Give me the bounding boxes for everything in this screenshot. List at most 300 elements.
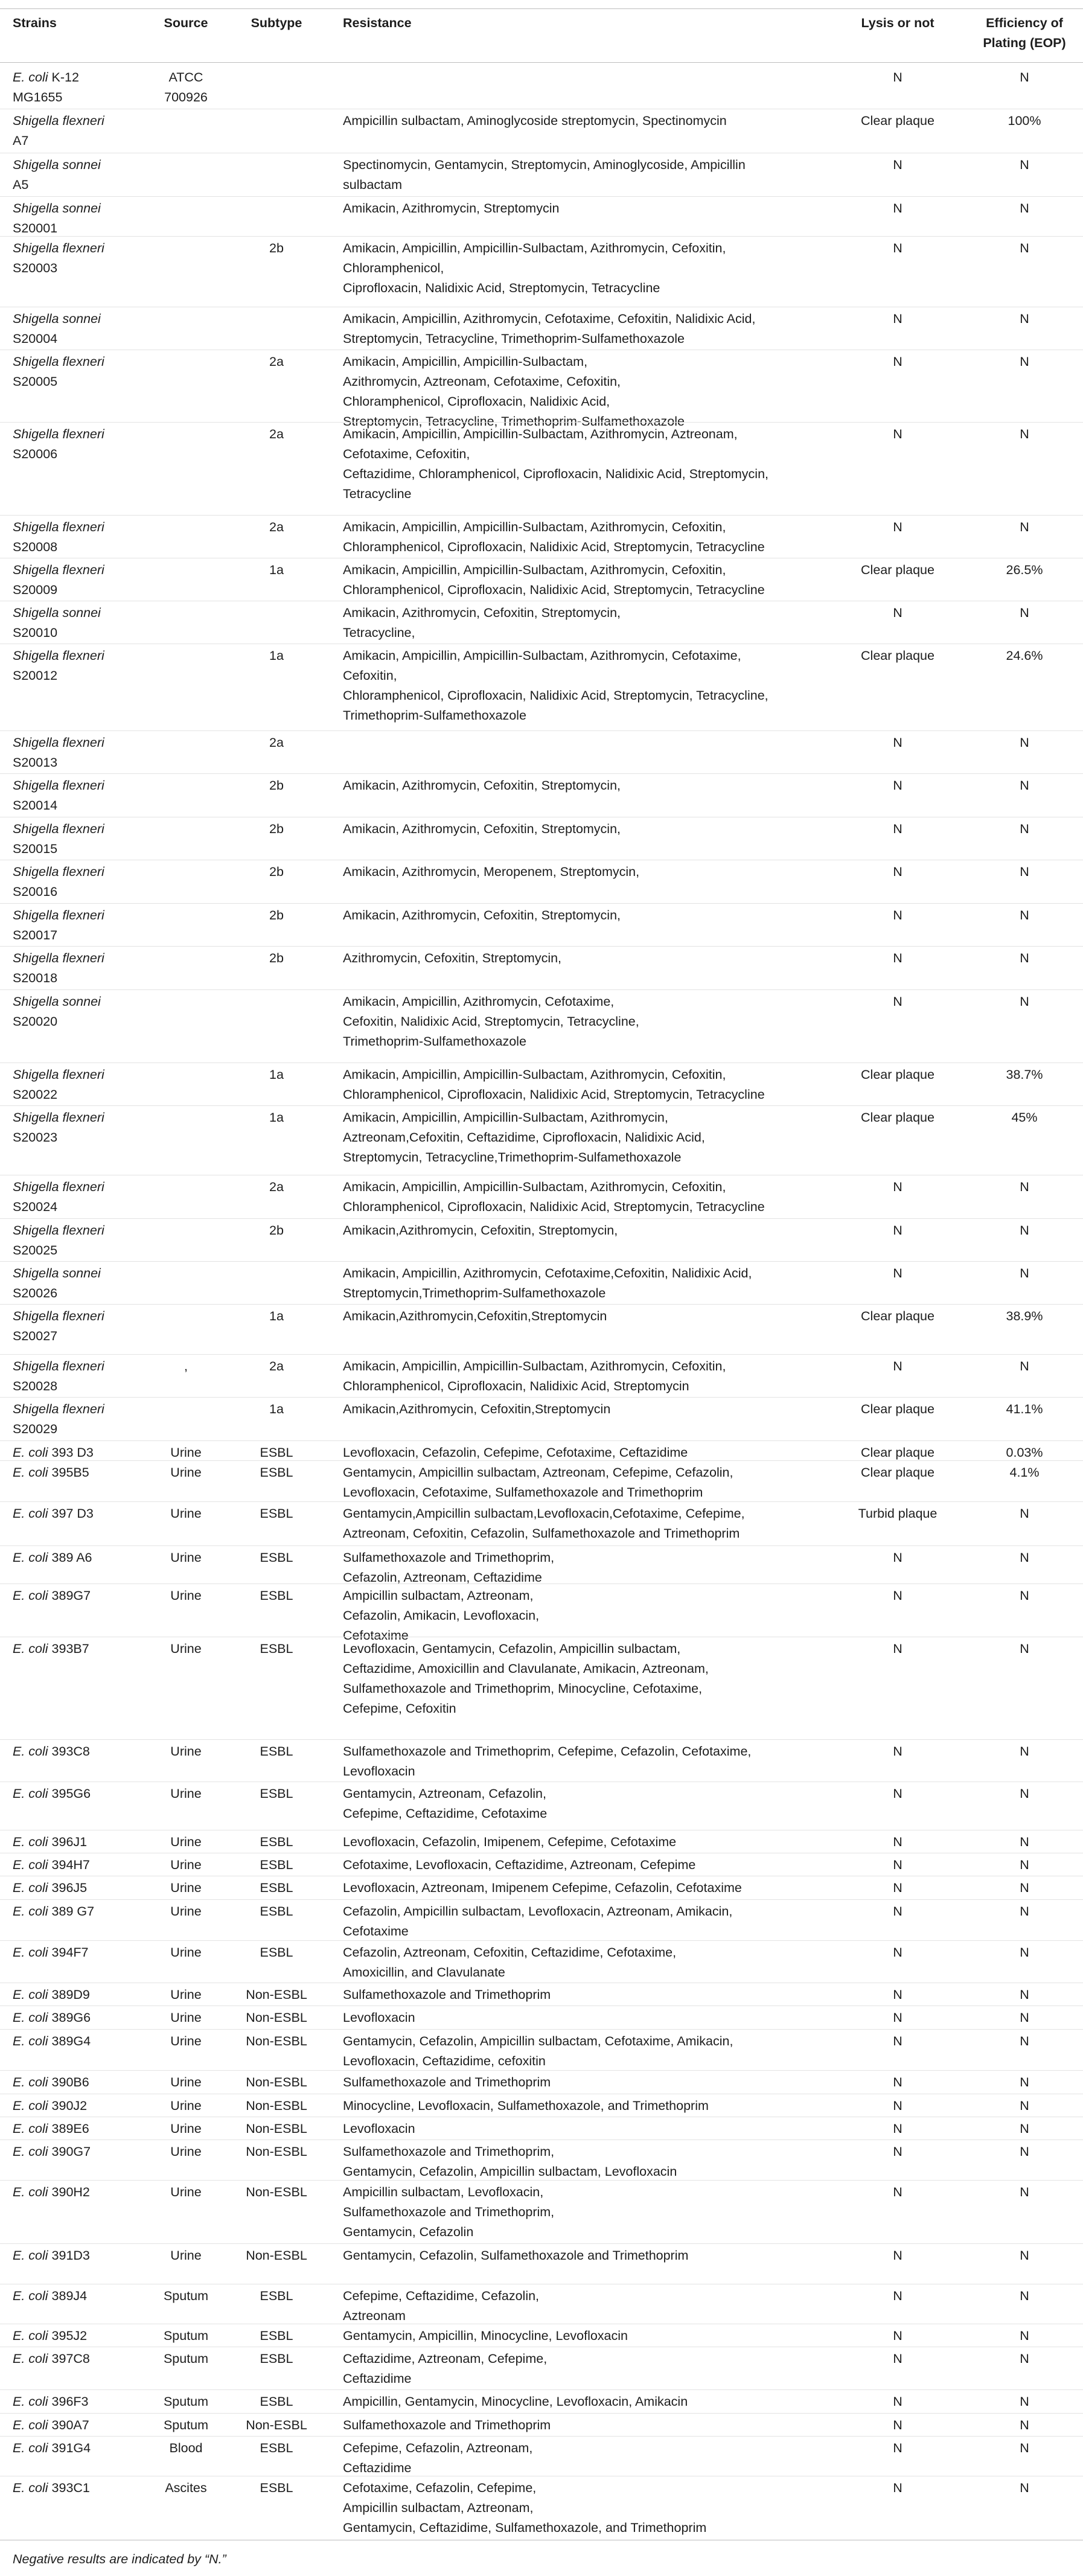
row-divider [0, 1545, 1083, 1546]
resistance-cell: Levofloxacin, Aztreonam, Imipenem Cefepime, Cefazolin, Cefotaxime [343, 1881, 742, 1895]
strain-genus: E. coli [13, 1588, 48, 1603]
resistance-cell: Amikacin, Ampicillin, Ampicillin-Sulbactam, Azithromycin, Cefoxitin, Chloramphenicol, Ciprofloxacin, Nalidixic Acid, Streptomycin, Tetracycline [343, 563, 765, 597]
eop-cell: N [1020, 2481, 1029, 2495]
lysis-cell: N [893, 427, 903, 441]
strain-genus: Shigella flexneri [13, 735, 104, 750]
strain-genus: Shigella sonnei [13, 606, 101, 620]
row-divider [0, 515, 1083, 516]
source-cell: Sputum [163, 2418, 209, 2432]
source-cell: Urine [170, 2098, 202, 2113]
strain-genus: Shigella flexneri [13, 951, 104, 965]
strain-id: S20018 [13, 971, 58, 985]
subtype-cell: ESBL [260, 1588, 293, 1603]
subtype-cell: 2b [269, 865, 284, 879]
strain-id: S20024 [13, 1200, 58, 1214]
strain-genus: Shigella flexneri [13, 1110, 104, 1125]
strain-cell [13, 352, 158, 392]
strain-id: 393C1 [48, 2481, 90, 2495]
strain-cell [13, 517, 158, 557]
strain-genus: Shigella flexneri [13, 563, 104, 577]
strain-cell [13, 1504, 158, 1524]
strain-id: S20029 [13, 1422, 58, 1436]
source-cell: Urine [170, 2248, 202, 2263]
strain-id: 391D3 [48, 2248, 90, 2263]
strain-cell [13, 2478, 158, 2498]
source-cell: Urine [170, 2010, 202, 2025]
resistance-cell: Amikacin, Ampicillin, Ampicillin-Sulbactam, Azithromycin, Cefoxitin, Chloramphenicol, Ciprofloxacin, Nalidixic Acid, Streptomycin, Tetracycline [343, 520, 765, 554]
strain-genus: Shigella sonnei [13, 1266, 101, 1280]
resistance-cell: Amikacin,Azithromycin, Cefoxitin, Streptomycin, [343, 1223, 618, 1238]
lysis-cell: N [893, 201, 903, 216]
lysis-cell: N [893, 908, 903, 922]
strain-id: 389G4 [48, 2034, 91, 2048]
subtype-cell: ESBL [260, 2289, 293, 2303]
subtype-cell: Non-ESBL [246, 2098, 307, 2113]
strain-genus: Shigella flexneri [13, 778, 104, 793]
row-divider [0, 2070, 1083, 2071]
resistance-cell: Amikacin, Ampicillin, Azithromycin, Cefotaxime, Cefoxitin, Nalidixic Acid, Streptomycin, Tetracycline, Trimethoprim-Sulfamethoxazole [343, 994, 639, 1049]
eop-cell: N [1020, 1835, 1029, 1849]
subtype-cell: 2a [269, 1180, 284, 1194]
lysis-cell: N [893, 1881, 903, 1895]
subtype-cell: ESBL [260, 1858, 293, 1872]
subtype-cell: 2b [269, 951, 284, 965]
strain-cell [13, 1108, 158, 1148]
strain-genus: E. coli [13, 2034, 48, 2048]
strain-genus: Shigella flexneri [13, 427, 104, 441]
eop-cell: N [1020, 520, 1029, 534]
source-cell: Ascites [165, 2481, 207, 2495]
source-cell: Urine [170, 1881, 202, 1895]
strain-cell [13, 1221, 158, 1261]
lysis-cell: N [893, 2034, 903, 2048]
source-cell: ATCC 700926 [164, 70, 208, 104]
strain-cell [13, 1065, 158, 1105]
subtype-cell: ESBL [260, 1550, 293, 1565]
eop-cell: 38.9% [1006, 1309, 1043, 1323]
strain-id: S20015 [13, 842, 58, 856]
subtype-cell: 2b [269, 822, 284, 836]
eop-cell: N [1020, 70, 1029, 85]
strain-cell [13, 819, 158, 859]
lysis-cell: Clear plaque [861, 1309, 934, 1323]
row-divider [0, 1218, 1083, 1219]
resistance-cell: Levofloxacin, Gentamycin, Cefazolin, Ampicillin sulbactam, Ceftazidime, Amoxicillin and Clavulanate, Amikacin, Aztreonam, Sulfamethoxazole and Trimethoprim, Minocycline, Cefotaxime, Cefepime, Cefoxitin [343, 1641, 709, 1716]
row-divider [0, 1940, 1083, 1941]
strain-genus: E. coli [13, 1945, 48, 1960]
strain-genus: E. coli [13, 1465, 48, 1480]
source-cell: Urine [170, 2075, 202, 2089]
strain-genus: E. coli [13, 2121, 48, 2136]
row-divider [0, 946, 1083, 947]
strain-id: S20006 [13, 447, 58, 461]
strain-genus: Shigella flexneri [13, 354, 104, 369]
strain-id: S20017 [13, 928, 58, 942]
strain-genus: E. coli [13, 1904, 48, 1919]
strain-cell [13, 948, 158, 988]
subtype-cell: ESBL [260, 2481, 293, 2495]
strain-id: K-12 MG1655 [13, 70, 79, 104]
strain-cell [13, 1742, 158, 1762]
eop-cell: 45% [1011, 1110, 1038, 1125]
lysis-cell: N [893, 1835, 903, 1849]
resistance-cell: Amikacin,Azithromycin, Cefoxitin,Streptomycin [343, 1402, 611, 1416]
strain-id: S20016 [13, 884, 58, 899]
strain-cell [13, 2142, 158, 2162]
lysis-cell: Clear plaque [861, 1067, 934, 1082]
eop-cell: N [1020, 865, 1029, 879]
lysis-cell: N [893, 1180, 903, 1194]
row-divider [0, 989, 1083, 990]
resistance-cell: Amikacin, Ampicillin, Ampicillin-Sulbactam, Azithromycin, Cefoxitin, Chloramphenicol, Ciprofloxacin, Nalidixic Acid, Streptomycin, Tetracycline [343, 241, 726, 295]
source-cell: , [184, 1359, 188, 1373]
lysis-cell: N [893, 994, 903, 1009]
strain-id: S20028 [13, 1379, 58, 1393]
strain-cell [13, 733, 158, 773]
eop-cell: N [1020, 1359, 1029, 1373]
row-divider [0, 196, 1083, 197]
subtype-cell: ESBL [260, 1835, 293, 1849]
resistance-cell: Sulfamethoxazole and Trimethoprim, Cefepime, Cefazolin, Cefotaxime, Levofloxacin [343, 1744, 752, 1779]
strain-cell [13, 2073, 158, 2092]
lysis-cell: N [893, 241, 903, 255]
row-divider [0, 1304, 1083, 1305]
lysis-cell: N [893, 778, 903, 793]
row-divider [0, 2436, 1083, 2437]
eop-cell: N [1020, 1786, 1029, 1801]
strain-id: 389 A6 [48, 1550, 92, 1565]
resistance-cell: Spectinomycin, Gentamycin, Streptomycin, Aminoglycoside, Ampicillin sulbactam [343, 158, 746, 192]
lysis-cell: N [893, 951, 903, 965]
strain-genus: E. coli [13, 1786, 48, 1801]
resistance-cell: Sulfamethoxazole and Trimethoprim [343, 1987, 551, 2002]
eop-cell: N [1020, 1588, 1029, 1603]
strain-genus: Shigella flexneri [13, 1180, 104, 1194]
lysis-cell: N [893, 2481, 903, 2495]
strain-genus: Shigella flexneri [13, 1223, 104, 1238]
eop-cell: 0.03% [1006, 1445, 1043, 1460]
eop-cell: 38.7% [1006, 1067, 1043, 1082]
strain-cell [13, 603, 158, 643]
lysis-cell: N [893, 1904, 903, 1919]
subtype-cell: ESBL [260, 1744, 293, 1759]
strain-id: 390H2 [48, 2185, 90, 2199]
lysis-cell: N [893, 735, 903, 750]
eop-cell: N [1020, 778, 1029, 793]
resistance-cell: Gentamycin, Ampicillin, Minocycline, Levofloxacin [343, 2328, 628, 2343]
strain-genus: E. coli [13, 1506, 48, 1521]
eop-cell: N [1020, 2034, 1029, 2048]
eop-cell: N [1020, 2075, 1029, 2089]
lysis-cell: N [893, 70, 903, 85]
source-cell: Urine [170, 1744, 202, 1759]
resistance-cell: Ampicillin sulbactam, Aminoglycoside streptomycin, Spectinomycin [343, 113, 727, 128]
strain-id: S20012 [13, 668, 58, 683]
subtype-cell: 1a [269, 1110, 284, 1125]
strain-id: 389E6 [48, 2121, 89, 2136]
eop-cell: N [1020, 2394, 1029, 2409]
strain-id: A5 [13, 177, 29, 192]
eop-cell: 26.5% [1006, 563, 1043, 577]
strain-cell [13, 309, 158, 349]
subtype-cell: Non-ESBL [246, 2185, 307, 2199]
eop-cell: N [1020, 2185, 1029, 2199]
row-divider [0, 1397, 1083, 1398]
subtype-cell: Non-ESBL [246, 2418, 307, 2432]
eop-cell: N [1020, 2144, 1029, 2159]
subtype-cell: 1a [269, 1402, 284, 1416]
row-divider [0, 2389, 1083, 2390]
lysis-cell: N [893, 1744, 903, 1759]
eop-cell: N [1020, 951, 1029, 965]
strain-cell [13, 199, 158, 238]
lysis-cell: N [893, 2351, 903, 2366]
row-divider [0, 2180, 1083, 2181]
subtype-cell: ESBL [260, 1445, 293, 1460]
strain-cell [13, 646, 158, 686]
lysis-cell: N [893, 312, 903, 326]
eop-cell: N [1020, 2441, 1029, 2455]
resistance-cell: Amikacin, Azithromycin, Streptomycin [343, 201, 560, 216]
eop-cell: N [1020, 2328, 1029, 2343]
row-divider [0, 1261, 1083, 1262]
lysis-cell: N [893, 2075, 903, 2089]
strain-id: S20008 [13, 540, 58, 554]
row-divider [0, 730, 1083, 731]
eop-cell: N [1020, 822, 1029, 836]
strain-genus: E. coli [13, 2481, 48, 2495]
subtype-cell: ESBL [260, 2351, 293, 2366]
row-divider [0, 773, 1083, 774]
resistance-cell: Cefepime, Ceftazidime, Cefazolin, Aztreonam [343, 2289, 540, 2323]
resistance-cell: Minocycline, Levofloxacin, Sulfamethoxazole, and Trimethoprim [343, 2098, 709, 2113]
resistance-cell: Ceftazidime, Aztreonam, Cefepime, Ceftazidime [343, 2351, 548, 2386]
lysis-cell: Clear plaque [861, 1110, 934, 1125]
strain-cell [13, 560, 158, 600]
eop-cell: N [1020, 2289, 1029, 2303]
eop-cell: 100% [1008, 113, 1041, 128]
lysis-cell: N [893, 2144, 903, 2159]
strain-genus: Shigella flexneri [13, 241, 104, 255]
strain-id: 390J2 [48, 2098, 88, 2113]
strain-cell [13, 155, 158, 195]
eop-cell: N [1020, 735, 1029, 750]
strain-genus: E. coli [13, 70, 48, 85]
subtype-cell: ESBL [260, 1641, 293, 1656]
strain-genus: E. coli [13, 2144, 48, 2159]
resistance-cell: Amikacin, Ampicillin, Ampicillin-Sulbactam, Azithromycin, Cefoxitin, Chloramphenicol, Ciprofloxacin, Nalidixic Acid, Streptomycin, Tetracycline [343, 1180, 765, 1214]
subtype-cell: 2a [269, 1359, 284, 1373]
strain-cell [13, 1399, 158, 1439]
lysis-cell: N [893, 1588, 903, 1603]
row-divider [0, 2029, 1083, 2030]
resistance-cell: Amikacin, Azithromycin, Cefoxitin, Streptomycin, [343, 908, 621, 922]
strain-id: S20022 [13, 1087, 58, 1102]
resistance-cell: Cefazolin, Aztreonam, Cefoxitin, Ceftazidime, Cefotaxime, Amoxicillin, and Clavulanate [343, 1945, 677, 1980]
subtype-cell: ESBL [260, 1506, 293, 1521]
lysis-cell: N [893, 822, 903, 836]
strain-id: S20014 [13, 798, 58, 813]
strain-genus: E. coli [13, 2075, 48, 2089]
strain-genus: E. coli [13, 1445, 48, 1460]
strain-id: A7 [13, 133, 29, 148]
strain-genus: E. coli [13, 1550, 48, 1565]
subtype-cell: 2a [269, 354, 284, 369]
strain-id: S20009 [13, 583, 58, 597]
subtype-cell: Non-ESBL [246, 2075, 307, 2089]
lysis-cell: Clear plaque [861, 1445, 934, 1460]
strain-cell [13, 1985, 158, 2005]
source-cell: Blood [169, 2441, 203, 2455]
subtype-cell: 1a [269, 648, 284, 663]
row-divider [0, 1440, 1083, 1441]
strain-id: 397C8 [48, 2351, 90, 2366]
strain-genus: E. coli [13, 2394, 48, 2409]
strain-genus: E. coli [13, 2248, 48, 2263]
strain-genus: Shigella flexneri [13, 648, 104, 663]
subtype-cell: Non-ESBL [246, 2248, 307, 2263]
resistance-cell: Levofloxacin [343, 2121, 415, 2136]
lysis-cell: N [893, 1266, 903, 1280]
eop-cell: N [1020, 1858, 1029, 1872]
row-divider [0, 1899, 1083, 1900]
subtype-cell: Non-ESBL [246, 2034, 307, 2048]
lysis-cell: Clear plaque [861, 1465, 934, 1480]
resistance-cell: Amikacin, Ampicillin, Ampicillin-Sulbactam, Azithromycin, Cefoxitin, Chloramphenicol, Ciprofloxacin, Nalidixic Acid, Streptomycin, Tetracycline [343, 1067, 765, 1102]
eop-cell: N [1020, 354, 1029, 369]
resistance-cell: Cefazolin, Ampicillin sulbactam, Levofloxacin, Aztreonam, Amikacin, Cefotaxime [343, 1904, 733, 1938]
eop-cell: N [1020, 312, 1029, 326]
row-divider [0, 2413, 1083, 2414]
eop-cell: N [1020, 2248, 1029, 2263]
strain-cell [13, 1943, 158, 1963]
eop-cell: N [1020, 1987, 1029, 2002]
lysis-cell: N [893, 2441, 903, 2455]
eop-cell: N [1020, 241, 1029, 255]
strain-cell [13, 68, 158, 107]
strain-genus: E. coli [13, 1881, 48, 1895]
strain-id: 394H7 [48, 1858, 90, 1872]
strain-cell [13, 1264, 158, 1303]
source-cell: Urine [170, 1904, 202, 1919]
lysis-cell: N [893, 1641, 903, 1656]
lysis-cell: Clear plaque [861, 113, 934, 128]
strain-id: 389 G7 [48, 1904, 95, 1919]
lysis-cell: N [893, 2010, 903, 2025]
eop-cell: N [1020, 1744, 1029, 1759]
subtype-cell: ESBL [260, 1881, 293, 1895]
strain-cell [13, 1902, 158, 1922]
strain-genus: Shigella flexneri [13, 1402, 104, 1416]
source-cell: Sputum [163, 2351, 209, 2366]
strain-id: 391G4 [48, 2441, 91, 2455]
strain-cell [13, 1357, 158, 1396]
strain-id: 396J1 [48, 1835, 88, 1849]
strain-cell [13, 2031, 158, 2051]
resistance-cell: Amikacin, Azithromycin, Meropenem, Streptomycin, [343, 865, 640, 879]
eop-cell: N [1020, 1550, 1029, 1565]
strain-id: 397 D3 [48, 1506, 94, 1521]
resistance-cell: Gentamycin, Aztreonam, Cefazolin, Cefepime, Ceftazidime, Cefotaxime [343, 1786, 548, 1821]
eop-cell: N [1020, 1904, 1029, 1919]
subtype-cell: Non-ESBL [246, 2010, 307, 2025]
header-subtype: Subtype [251, 16, 302, 30]
header-strains: Strains [13, 16, 57, 30]
resistance-cell: Cefepime, Cefazolin, Aztreonam, Ceftazidime [343, 2441, 533, 2475]
resistance-cell: Gentamycin, Ampicillin sulbactam, Aztreonam, Cefepime, Cefazolin, Levofloxacin, Cefotaxime, Sulfamethoxazole and Trimethoprim [343, 1465, 733, 1500]
source-cell: Urine [170, 1945, 202, 1960]
strain-id: S20010 [13, 625, 58, 640]
eop-cell: N [1020, 994, 1029, 1009]
source-cell: Urine [170, 1987, 202, 2002]
subtype-cell: Non-ESBL [246, 2121, 307, 2136]
resistance-cell: Levofloxacin, Cefazolin, Cefepime, Cefotaxime, Ceftazidime [343, 1445, 688, 1460]
strain-cell [13, 2119, 158, 2139]
lysis-cell: N [893, 1945, 903, 1960]
strain-genus: Shigella sonnei [13, 312, 101, 326]
subtype-cell: ESBL [260, 1465, 293, 1480]
source-cell: Urine [170, 2121, 202, 2136]
row-divider [0, 236, 1083, 237]
strain-id: 389G6 [48, 2010, 91, 2025]
source-cell: Urine [170, 1588, 202, 1603]
subtype-cell: 1a [269, 563, 284, 577]
resistance-cell: Ampicillin, Gentamycin, Minocycline, Levofloxacin, Amikacin [343, 2394, 688, 2409]
lysis-cell: Turbid plaque [858, 1506, 938, 1521]
resistance-cell: Ampicillin sulbactam, Levofloxacin, Sulfamethoxazole and Trimethoprim, Gentamycin, Cefazolin [343, 2185, 555, 2239]
lysis-cell: N [893, 2098, 903, 2113]
lysis-cell: N [893, 1858, 903, 1872]
strain-id: S20004 [13, 331, 58, 346]
subtype-cell: 2a [269, 735, 284, 750]
strain-id: 394F7 [48, 1945, 89, 1960]
eop-cell: N [1020, 1881, 1029, 1895]
strain-genus: Shigella flexneri [13, 1067, 104, 1082]
resistance-cell: Amikacin, Ampicillin, Ampicillin-Sulbactam, Azithromycin, Cefoxitin, Chloramphenicol, Ciprofloxacin, Nalidixic Acid, Streptomycin [343, 1359, 726, 1393]
eop-cell: N [1020, 1180, 1029, 1194]
strain-genus: E. coli [13, 1744, 48, 1759]
resistance-cell: Sulfamethoxazole and Trimethoprim, Cefazolin, Aztreonam, Ceftazidime [343, 1550, 555, 1585]
lysis-cell: N [893, 520, 903, 534]
strain-genus: E. coli [13, 1835, 48, 1849]
eop-cell: N [1020, 2098, 1029, 2113]
lysis-cell: N [893, 354, 903, 369]
resistance-cell: Cefotaxime, Cefazolin, Cefepime, Ampicillin sulbactam, Aztreonam, Gentamycin, Ceftazidime, Sulfamethoxazole, and Trimethoprim [343, 2481, 707, 2535]
lysis-cell: N [893, 1359, 903, 1373]
eop-cell: N [1020, 1945, 1029, 1960]
strain-cell [13, 2349, 158, 2369]
row-divider [0, 1460, 1083, 1461]
source-cell: Sputum [163, 2394, 209, 2409]
resistance-cell: Amikacin, Azithromycin, Cefoxitin, Streptomycin, [343, 778, 621, 793]
strain-cell [13, 2246, 158, 2266]
strain-id: S20005 [13, 374, 58, 389]
eop-cell: N [1020, 908, 1029, 922]
strain-id: 390B6 [48, 2075, 89, 2089]
strain-id: 390G7 [48, 2144, 91, 2159]
lysis-cell: Clear plaque [861, 563, 934, 577]
resistance-cell: Amikacin, Azithromycin, Cefoxitin, Streptomycin, Tetracycline, [343, 606, 621, 640]
subtype-cell: ESBL [260, 2328, 293, 2343]
resistance-cell: Levofloxacin, Cefazolin, Imipenem, Cefepime, Cefotaxime [343, 1835, 677, 1849]
row-divider [0, 1354, 1083, 1355]
header-rule [0, 62, 1083, 63]
row-divider [0, 1501, 1083, 1502]
lysis-cell: N [893, 606, 903, 620]
top-rule [0, 8, 1083, 9]
strain-id: S20003 [13, 261, 58, 275]
strain-id: 395B5 [48, 1465, 89, 1480]
